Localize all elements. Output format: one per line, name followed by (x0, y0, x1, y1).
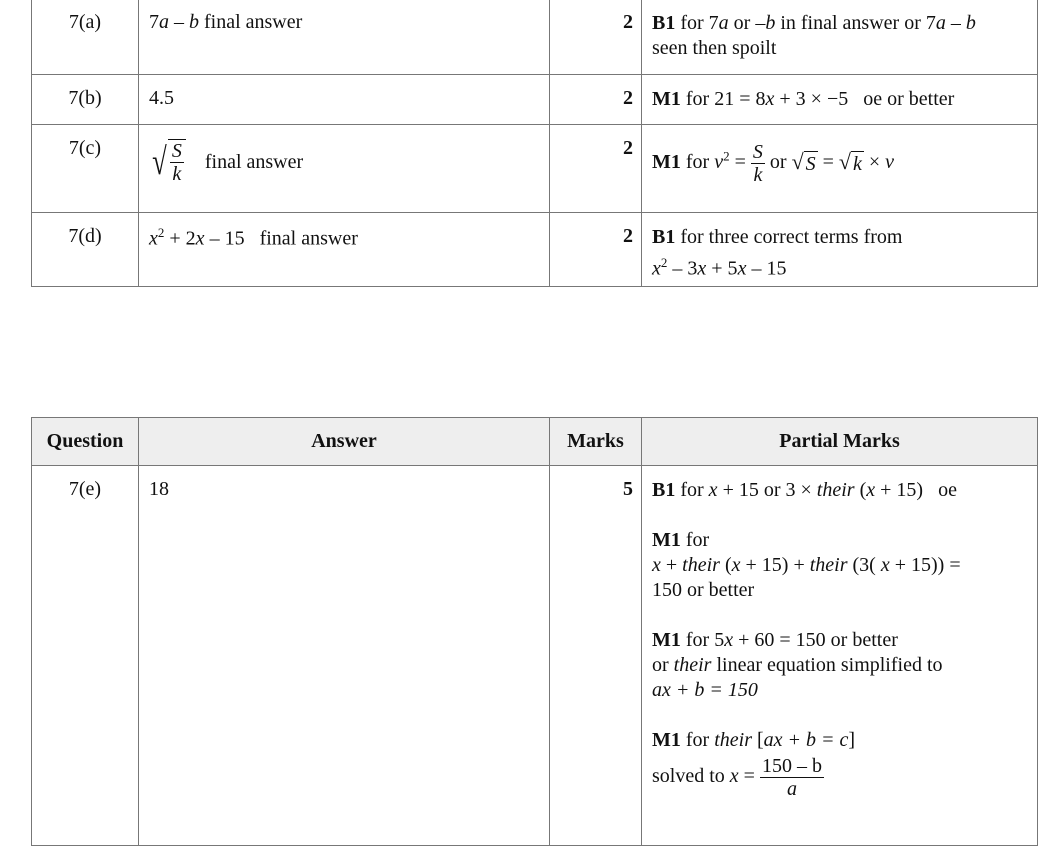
answer-text: – (169, 11, 189, 33)
pm-text: for (680, 151, 715, 174)
answer-cell (139, 0, 550, 75)
header-row (32, 418, 1038, 466)
table-row (32, 0, 1038, 75)
pm-var: b (765, 12, 776, 34)
answer-text: 7 (149, 11, 159, 33)
pm-text: + 15) + (740, 554, 810, 576)
pm-text: = (817, 151, 839, 174)
pm-var: their (714, 729, 752, 751)
pm-text: + (660, 554, 683, 576)
radical-sign-icon: √ (791, 148, 804, 174)
pm-text: [ (752, 729, 764, 751)
pm-var: a (718, 12, 729, 34)
question-cell: 7(a) (32, 0, 139, 75)
pm-var: x (729, 765, 739, 788)
answer-var: b (189, 11, 199, 33)
exponent: 2 (157, 225, 165, 240)
pm-var: b (965, 12, 976, 34)
pm-text: + 3 × −5 oe or better (774, 88, 955, 110)
pm-text: for (675, 479, 709, 501)
partial-marks-cell (642, 75, 1038, 125)
radicand: S (805, 152, 816, 175)
marks-cell: 2 (550, 125, 642, 213)
pm-text: ( (854, 479, 867, 501)
pm-text: linear equation simplified to (711, 654, 943, 676)
question-cell: 7(c) (32, 125, 139, 213)
pm-text: + 15 or 3 × (717, 479, 817, 501)
pm-step-4 (652, 728, 1037, 753)
denominator: k (753, 164, 763, 186)
fraction (170, 140, 184, 185)
pm-text: or (652, 654, 674, 676)
pm-text: for 7 (675, 12, 719, 34)
mark-code: M1 (652, 729, 681, 751)
column-header-partial-marks: Partial Marks (642, 418, 1038, 466)
answer-cell (139, 125, 550, 213)
fraction (760, 755, 824, 800)
mark-code: B1 (652, 479, 676, 501)
radicand: k (853, 152, 862, 175)
answer-text: + 2 (164, 227, 196, 250)
answer-cell: 18 (139, 466, 550, 846)
pm-text: ( (719, 554, 732, 576)
pm-var: v (885, 151, 895, 174)
marking-table-2 (31, 417, 1038, 846)
fraction (751, 141, 765, 186)
square-root (791, 148, 818, 177)
pm-text: for (680, 529, 710, 551)
pm-step-1 (652, 478, 1037, 503)
denominator: k (172, 163, 182, 185)
answer-cell: 4.5 (139, 75, 550, 125)
pm-text: = (738, 765, 760, 788)
square-root (838, 148, 864, 177)
mark-code: M1 (652, 88, 681, 110)
pm-text: + 60 = 150 or better (733, 629, 898, 651)
pm-text: for three correct terms from (675, 226, 903, 248)
column-header-marks: Marks (550, 418, 642, 466)
pm-text: – 15 (746, 257, 787, 280)
partial-marks-cell (642, 0, 1038, 75)
pm-line (652, 653, 1037, 678)
numerator: 150 – b (761, 755, 822, 777)
pm-text: seen then spoilt (652, 37, 777, 59)
question-cell: 7(e) (32, 466, 139, 846)
pm-var: x (866, 479, 876, 501)
answer-text: final answer (204, 150, 304, 173)
answer-cell (139, 213, 550, 287)
table-row (32, 75, 1038, 125)
mark-code: M1 (652, 629, 681, 651)
mark-code: M1 (652, 151, 681, 174)
pm-text: in final answer or 7 (775, 12, 936, 34)
pm-var: x (737, 257, 747, 280)
denominator: a (786, 778, 797, 800)
marking-table-1 (31, 0, 1038, 287)
pm-text: + 5 (706, 257, 738, 280)
partial-marks-cell (642, 213, 1038, 287)
pm-step-3 (652, 628, 1037, 653)
pm-var: their (682, 554, 720, 576)
pm-var: x (697, 257, 707, 280)
column-header-answer: Answer (139, 418, 550, 466)
pm-text: + 15)) = (889, 554, 961, 576)
pm-var: a (935, 12, 946, 34)
pm-text: for 21 = 8 (680, 88, 766, 110)
pm-var: x (765, 88, 775, 110)
pm-equation: ax + b = 150 (652, 679, 758, 701)
pm-text: = (729, 151, 751, 174)
answer-text: – 15 final answer (204, 227, 358, 250)
question-cell: 7(d) (32, 213, 139, 287)
pm-var: x (880, 554, 890, 576)
mark-code: B1 (652, 12, 676, 34)
pm-text: solved to (652, 765, 730, 788)
numerator: S (171, 140, 182, 162)
pm-equation: ax + b = c (763, 729, 849, 751)
pm-var: their (816, 479, 855, 501)
answer-text: final answer (199, 11, 303, 33)
pm-text: – (945, 12, 966, 34)
column-header-question: Question (32, 418, 139, 466)
mark-code: B1 (652, 226, 676, 248)
answer-var: x (149, 227, 158, 250)
pm-var: x (708, 479, 718, 501)
square-root (149, 139, 186, 185)
partial-marks-cell (642, 125, 1038, 213)
pm-text: 150 or better (652, 579, 755, 601)
answer-var: x (195, 227, 205, 250)
marks-cell: 2 (550, 213, 642, 287)
pm-var: x (652, 257, 661, 280)
pm-text: + 15) oe (875, 479, 957, 501)
radical-sign-icon: √ (838, 148, 851, 174)
pm-text: for (680, 729, 715, 751)
table-row (32, 125, 1038, 213)
pm-var: their (673, 654, 712, 676)
marks-cell: 2 (550, 0, 642, 75)
pm-text: ] (848, 729, 856, 751)
marks-cell: 2 (550, 75, 642, 125)
question-cell: 7(b) (32, 75, 139, 125)
pm-step-2 (652, 528, 1037, 553)
mark-code: M1 (652, 529, 681, 551)
numerator: S (752, 141, 763, 163)
pm-text: – 3 (667, 257, 698, 280)
pm-var: x (731, 554, 741, 576)
pm-text: (3( (847, 554, 881, 576)
pm-line (652, 250, 1037, 282)
radicand (168, 139, 186, 185)
pm-line (652, 553, 1037, 578)
radical-sign-icon: √ (152, 141, 167, 183)
pm-text: for 5 (680, 629, 725, 651)
partial-marks-cell (642, 466, 1038, 846)
pm-var: x (652, 554, 661, 576)
pm-var: x (724, 629, 734, 651)
marks-cell: 5 (550, 466, 642, 846)
table-row (32, 213, 1038, 287)
pm-var: v (714, 151, 724, 174)
exponent: 2 (723, 148, 730, 164)
pm-text: × (863, 151, 886, 174)
pm-text: or – (728, 12, 766, 34)
pm-var: their (809, 554, 848, 576)
table-row (32, 466, 1038, 846)
pm-line (652, 755, 1037, 800)
pm-text: or (764, 151, 792, 174)
exponent: 2 (660, 255, 668, 270)
answer-var: a (159, 11, 169, 33)
